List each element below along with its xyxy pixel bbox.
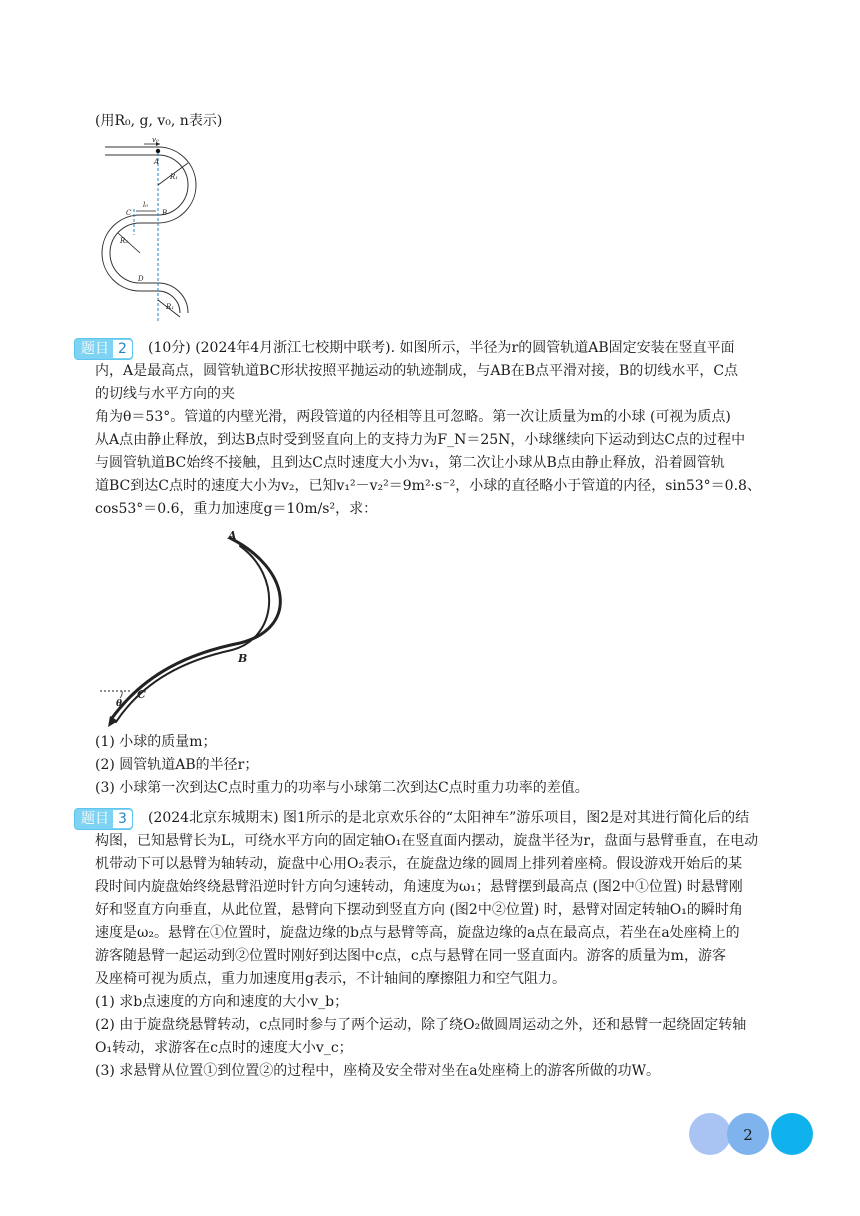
label-B: B <box>162 209 168 217</box>
q3-question-1: (1) 求b点速度的方向和速度的大小v_b； <box>95 994 349 1010</box>
label-v0: v₀ <box>152 136 159 144</box>
label-theta: θ <box>116 699 123 709</box>
q2-question-2: (2) 圆管轨道AB的半径r； <box>95 757 259 773</box>
q2-line-8: cos53°＝0.6，重力加速度g＝10m/s²，求： <box>95 501 378 517</box>
usage-note: (用R₀, g, v₀, n表示) <box>95 113 223 129</box>
q2-line-4: 角为θ＝53°。管道的内壁光滑，两段管道的内径相等且可忽略。第一次让质量为m的小球 (可视为质点) <box>95 409 731 425</box>
figure-s-track <box>100 135 220 325</box>
q2-line-3: 的切线与水平方向的夹 <box>95 386 235 402</box>
q3-line-7: 游客随悬臂一起运动到②位置时刚好到达图中c点，c点与悬臂在同一竖直面内。游客的质量为m，游客 <box>95 948 726 964</box>
figure-tube-track <box>100 528 300 728</box>
q3-line-4: 段时间内旋盘始终绕悬臂沿逆时针方向匀速转动，角速度为ω₁；悬臂摆到最高点 (图2中①位置) 时悬臂刚 <box>95 879 743 895</box>
page-number-badge <box>688 1112 818 1158</box>
q3-line-5: 好和竖直方向垂直，从此位置，悬臂向下摆动到竖直方向 (图2中②位置) 时，悬臂对固定转轴O₁的瞬时角 <box>95 902 743 918</box>
label-R2: R₂ <box>120 237 129 245</box>
label-B2: B <box>238 652 248 665</box>
page-number: 2 <box>743 1126 753 1144</box>
q3-line-6: 速度是ω₂。悬臂在①位置时，旋盘边缘的b点与悬臂等高，旋盘边缘的a点在最高点，若坐在a处座椅上的 <box>95 925 740 941</box>
q2-line-6: 与圆管轨道BC始终不接触，且到达C点时速度大小为v₁，第二次让小球从B点由静止释放，沿着圆管轨 <box>95 455 725 471</box>
q2-line-1: (10分) (2024年4月浙江七校期中联考). 如图所示，半径为r的圆管轨道AB固定安装在竖直平面 <box>148 340 735 356</box>
question-badge-3: 题目 3 <box>74 808 133 830</box>
label-C: C <box>126 209 132 217</box>
q3-question-2: (2) 由于旋盘绕悬臂转动，c点同时参与了两个运动，除了绕O₂做圆周运动之外，还和悬臂一起绕固定转轴 <box>95 1017 747 1033</box>
q3-question-2-cont: O₁转动，求游客在c点时的速度大小v_c； <box>95 1040 353 1056</box>
label-R1-top: R₁ <box>170 173 179 181</box>
q2-line-2: 内，A是最高点，圆管轨道BC形状按照平抛运动的轨迹制成，与AB在B点平滑对接，B的切线水平，C点 <box>95 363 739 379</box>
q2-line-5: 从A点由静止释放，到达B点时受到竖直向上的支持力为F_N＝25N，小球继续向下运动到达C点的过程中 <box>95 432 746 448</box>
q3-line-3: 机带动下可以悬臂为轴转动，旋盘中心用O₂表示，在旋盘边缘的圆周上排列着座椅。假设游戏开始后的某 <box>95 856 743 872</box>
page-circle-left <box>689 1113 731 1155</box>
label-A: A <box>154 158 160 166</box>
q3-line-1: (2024北京东城期末) 图1所示的是北京欢乐谷的“太阳神车”游乐项目，图2是对其进行简化后的结 <box>148 810 750 826</box>
question-badge-2: 题目 2 <box>74 338 133 360</box>
label-D: D <box>138 275 144 283</box>
label-A2: A <box>228 529 237 542</box>
label-l0: l₀ <box>143 201 149 209</box>
q2-question-1: (1) 小球的质量m； <box>95 734 217 750</box>
q3-line-2: 构图，已知悬臂长为L，可绕水平方向的固定轴O₁在竖直面内摆动，旋盘半径为r，盘面与悬臂垂直，在电动 <box>95 833 759 849</box>
q2-line-7: 道BC到达C点时的速度大小为v₂，已知v₁²－v₂²＝9m²·s⁻²，小球的直径略小于管道的内径，sin53°＝0.8、 <box>95 478 761 494</box>
page-circle-right <box>771 1113 813 1155</box>
q2-question-3: (3) 小球第一次到达C点时重力的功率与小球第二次到达C点时重力功率的差值。 <box>95 780 589 796</box>
q3-question-3: (3) 求悬臂从位置①到位置②的过程中，座椅及安全带对坐在a处座椅上的游客所做的功W。 <box>95 1063 661 1079</box>
label-R1-bottom: R₁ <box>166 303 175 311</box>
q3-line-8: 及座椅可视为质点，重力加速度用g表示，不计轴间的摩擦阻力和空气阻力。 <box>95 971 566 987</box>
label-C2: C <box>137 688 146 701</box>
